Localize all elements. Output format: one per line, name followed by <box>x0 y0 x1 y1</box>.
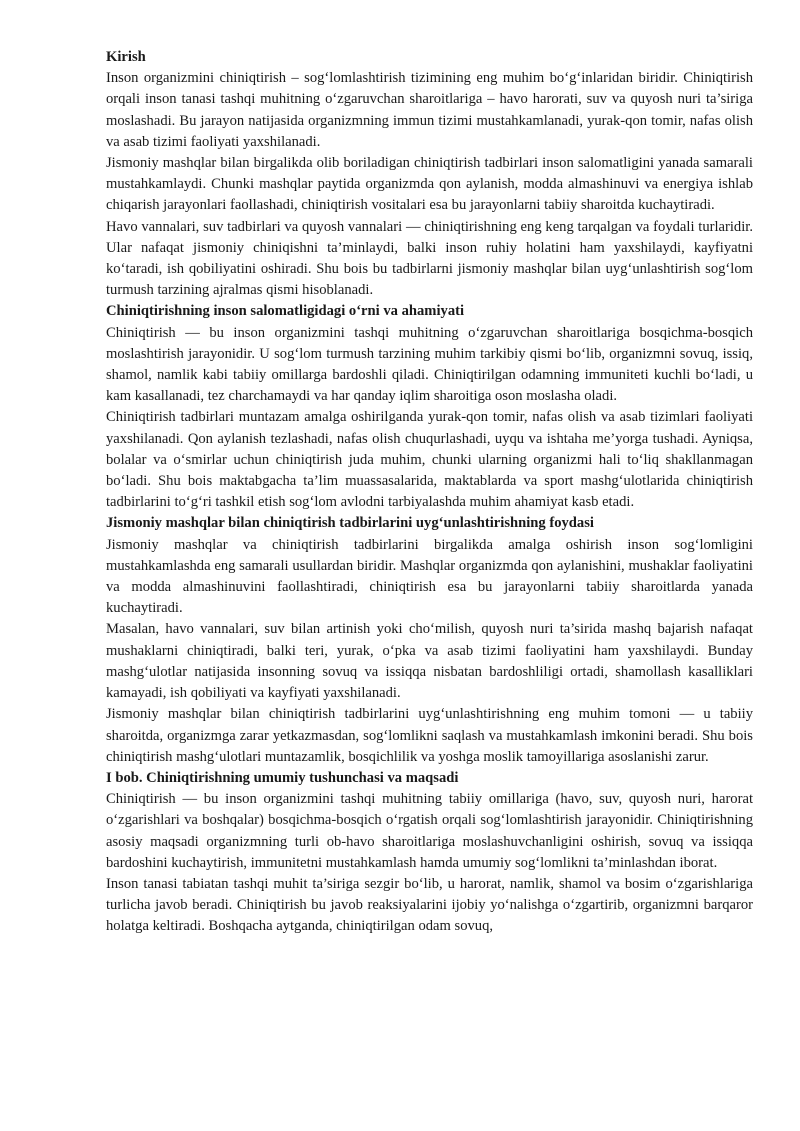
paragraph: Masalan, havo vannalari, suv bilan artinish yoki cho‘milish, quyosh nuri ta’sirida mashq bajarish nafaqat mushaklarni chiniqtiradi, balki teri, yurak, o‘pka va asab tizimi faoliyatini ham yaxshilaydi. Bunday mashg‘ulotlar natijasida insonning sovuq va issiqqa nisbatan bardoshliligi ortadi, shamollash kasalliklari kamayadi, ish qobiliyati va kayfiyati yaxshilanadi. <box>106 621 753 702</box>
paragraph: Inson organizmini chiniqtirish – sog‘lomlashtirish tizimining eng muhim bo‘g‘inlaridan biridir. Chiniqtirish orqali inson tanasi tashqi muhitning o‘zgaruvchan sharoitlariga – havo harorati, suv va quyosh nuri ta’siriga moslashadi. Bu jarayon natijasida organizmning immun tizimi mustahkamlanadi, yurak-qon tomir, nafas olish va asab tizimi faoliyati yaxshilanadi. <box>106 70 753 150</box>
paragraph: Jismoniy mashqlar bilan birgalikda olib boriladigan chiniqtirish tadbirlari inson salomatligini yanada samarali mustahkamlaydi. Chunki mashqlar paytida organizmda qon aylanish, modda almashinuvi va energiya ishlab chiqarish jarayonlari faollashadi, chiniqtirish vositalari esa bu jarayonlarni tabiiy sharoitda kuchaytiradi. <box>106 155 753 214</box>
paragraph: Inson tanasi tabiatan tashqi muhit ta’siriga sezgir bo‘lib, u harorat, namlik, shamol va bosim o‘zgarishlariga turlicha javob beradi. Chiniqtirish bu javob reaksiyalarini ijobiy yo‘nalishga o‘zgartirib, organizmni barqaror holatga keltiradi. Boshqacha aytganda, chiniqtirilgan odam sovuq, <box>106 875 753 935</box>
paragraph: Jismoniy mashqlar va chiniqtirish tadbirlarini birgalikda amalga oshirish inson sog‘lomligini mustahkamlashda eng samarali usullardan biridir. Mashqlar organizmda qon aylanishini, mushaklar faoliyatini va modda almashinuvini faollashtiradi, chiniqtirish esa bu jarayonlarni tabiiy sharoitlarda yanada kuchaytiradi. <box>106 536 753 617</box>
section-heading-foydasi: Jismoniy mashqlar bilan chiniqtirish tadbirlarini uyg‘unlashtirishning foydasi <box>106 515 594 532</box>
section-heading-ahamiyati: Chiniqtirishning inson salomatligidagi o‘rni va ahamiyati <box>106 303 465 320</box>
paragraph: Chiniqtirish — bu inson organizmini tashqi muhitning o‘zgaruvchan sharoitlariga bosqichma-bosqich moslashtirish jarayonidir. U sog‘lom turmush tarzining muhim tarkibiy qismi bo‘lib, organizmni sovuq, issiq, shamol, namlik kabi tabiiy omillarga bardoshli qiladi. Chiniqtirilgan odamning immuniteti kuchli bo‘ladi, u kam kasallanadi, tez charchamaydi va har qanday iqlim sharoitiga oson moslasha oladi. <box>106 324 753 405</box>
paragraph: Chiniqtirish — bu inson organizmini tashqi muhitning tabiiy omillariga (havo, suv, quyosh nuri, harorat o‘zgarishlari va boshqalar) bosqichma-bosqich o‘rgatish orqali sog‘lomlashtirish jarayonidir. Chiniqtirishning asosiy maqsadi organizmning turli ob-havo sharoitlariga moslashuvchanligini oshirish, sovuq va issiqqa bardoshini kuchaytirish, immunitetni mustahkamlash hamda umumiy sog‘lomlikni ta’minlashdan iborat. <box>106 791 753 871</box>
paragraph: Havo vannalari, suv tadbirlari va quyosh vannalari — chiniqtirishning eng keng tarqalgan va foydali turlaridir. Ular nafaqat jismoniy chiniqishni ta’minlaydi, balki inson ruhiy holatini ham yaxshilaydi, kayfiyatni ko‘taradi, ish qobiliyatini oshiradi. Shu bois bu tadbirlarni jismoniy mashqlar bilan uyg‘unlashtirish sog‘lom turmush tarzining ajralmas qismi hisoblanadi. <box>106 218 753 299</box>
paragraph: Jismoniy mashqlar bilan chiniqtirish tadbirlarini uyg‘unlashtirishning eng muhim tomoni — u tabiiy sharoitda, organizmga zarar yetkazmasdan, sog‘lomlikni saqlash va mustahkamlash imkonini beradi. Shu bois chiniqtirish mashg‘ulotlari muntazamlik, bosqichlilik va yoshga moslik tamoyillariga asoslanishi zarur. <box>106 706 753 765</box>
section-heading-kirish: Kirish <box>106 49 146 65</box>
paragraph: Chiniqtirish tadbirlari muntazam amalga oshirilganda yurak-qon tomir, nafas olish va asab tizimlari faoliyati yaxshilanadi. Qon aylanish tezlashadi, nafas olish chuqurlashadi, uyqu va ishtaha me’yorga tushadi. Ayniqsa, bolalar va o‘smirlar uchun chiniqtirish juda muhim, chunki ularning organizmi hali to‘liq shakllanmagan bo‘ladi. Shu bois maktabgacha ta’lim muassasalarida, maktablarda va sport mashg‘ulotlarida chiniqtirish tadbirlarini to‘g‘ri tashkil etish sog‘lom avlodni tarbiyalashda muhim ahamiyat kasb etadi. <box>106 409 753 511</box>
chapter-heading-i-bob: I bob. Chiniqtirishning umumiy tushunchasi va maqsadi <box>106 769 459 786</box>
document-page <box>106 47 753 938</box>
